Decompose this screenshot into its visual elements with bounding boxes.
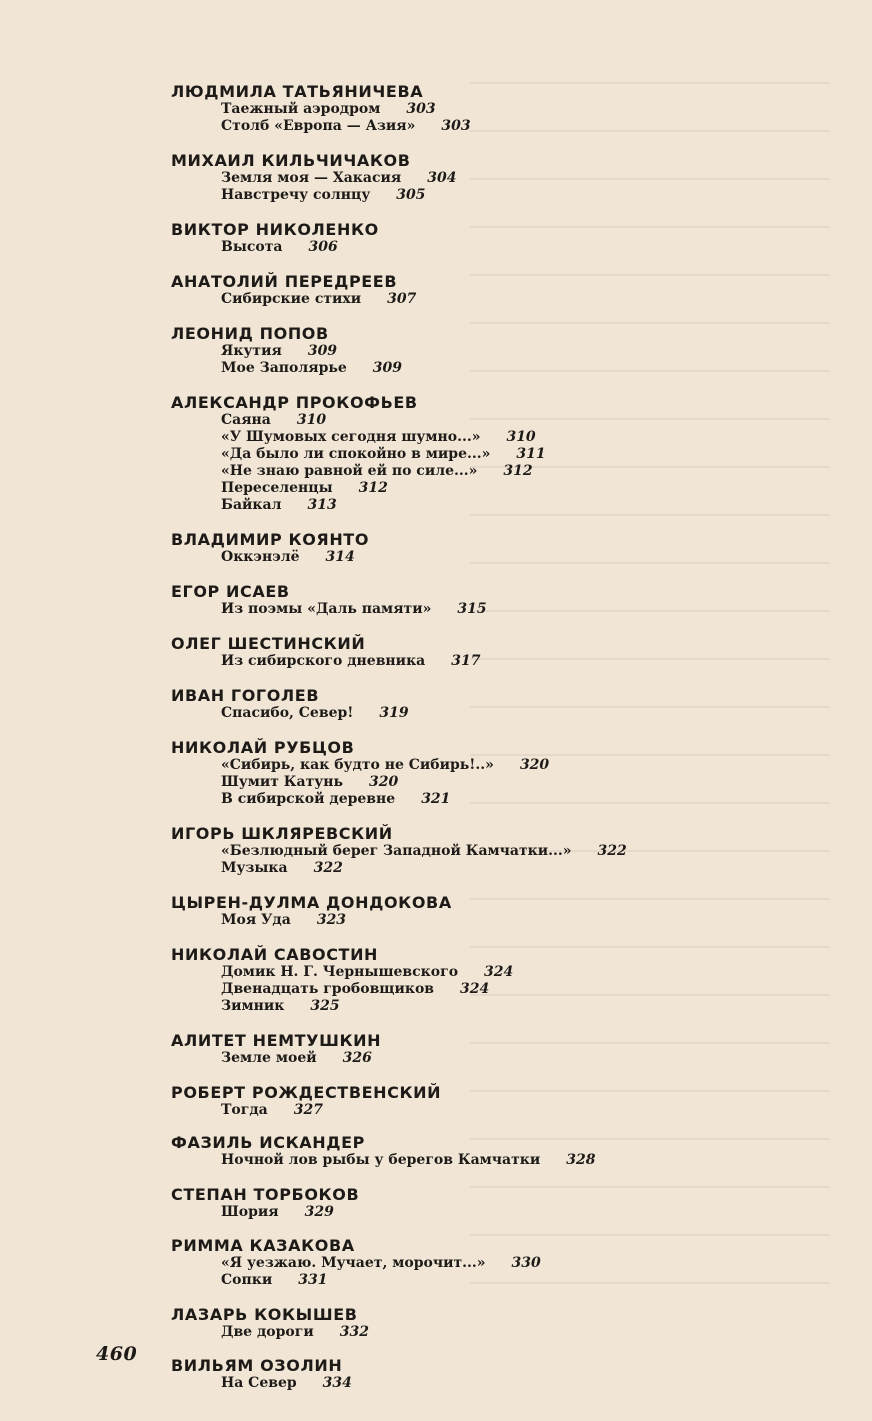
work-page-number: 334	[322, 1375, 352, 1391]
work-entry	[221, 774, 811, 791]
work-title: Земле моей	[221, 1050, 317, 1066]
author-block	[171, 1133, 811, 1169]
work-entry	[221, 791, 811, 808]
work-page-number: 324	[484, 964, 514, 980]
work-page-number: 310	[506, 429, 536, 445]
work-title: Байкал	[221, 497, 282, 513]
work-title: «Сибирь, как будто не Сибирь!..»	[221, 757, 494, 773]
author-block	[171, 1356, 811, 1392]
work-page-number: 331	[298, 1272, 328, 1288]
work-page-number: 315	[457, 601, 487, 617]
work-entry	[221, 170, 811, 187]
work-page-number: 310	[296, 412, 327, 428]
author-name: МИХАИЛ КИЛЬЧИЧАКОВ	[171, 151, 411, 170]
work-title: На Север	[221, 1375, 297, 1391]
work-title: «Я уезжаю. Мучает, морочит...»	[221, 1255, 486, 1271]
work-title: Из сибирского дневника	[221, 653, 426, 669]
work-page-number: 313	[307, 497, 337, 513]
work-page-number: 312	[358, 480, 388, 496]
work-title: Высота	[221, 239, 283, 255]
work-page-number: 329	[304, 1204, 334, 1220]
work-entry	[221, 705, 811, 722]
author-name: АЛЕКСАНДР ПРОКОФЬЕВ	[171, 393, 418, 412]
work-page-number: 320	[519, 757, 550, 773]
work-entry	[221, 343, 811, 360]
work-page-number: 309	[307, 343, 338, 359]
work-title: В сибирской деревне	[221, 791, 396, 807]
work-title: Сибирские стихи	[221, 291, 362, 307]
author-name: НИКОЛАЙ САВОСТИН	[171, 945, 379, 964]
work-entry	[221, 429, 811, 446]
work-entry	[221, 1102, 811, 1119]
author-block	[171, 582, 811, 618]
work-page-number: 321	[421, 791, 451, 807]
work-entry	[221, 653, 811, 670]
author-name: СТЕПАН ТОРБОКОВ	[171, 1185, 360, 1204]
work-title: Таежный аэродром	[221, 101, 381, 117]
author-name: НИКОЛАЙ РУБЦОВ	[171, 738, 355, 757]
work-entry	[221, 239, 811, 256]
author-block	[171, 1185, 811, 1221]
work-title: Домик Н. Г. Чернышевского	[221, 964, 459, 980]
work-entry	[221, 998, 811, 1015]
author-block	[171, 82, 811, 135]
work-title: Музыка	[221, 860, 288, 876]
work-entry	[221, 187, 811, 204]
work-page-number: 323	[316, 912, 347, 928]
work-entry	[221, 981, 811, 998]
author-block	[171, 634, 811, 670]
work-entry	[221, 1204, 811, 1221]
work-entry	[221, 757, 811, 774]
work-entry	[221, 118, 811, 135]
work-entry	[221, 291, 811, 308]
author-name: ИГОРЬ ШКЛЯРЕВСКИЙ	[171, 824, 393, 843]
work-title: Саяна	[221, 412, 271, 428]
work-title: Навстречу солнцу	[221, 187, 371, 203]
work-page-number: 314	[325, 549, 355, 565]
author-name: РИММА КАЗАКОВА	[171, 1236, 355, 1255]
author-name: ЛАЗАРЬ КОКЫШЕВ	[171, 1305, 358, 1324]
author-block	[171, 686, 811, 722]
work-page-number: 317	[451, 653, 481, 669]
author-block	[171, 738, 811, 808]
work-page-number: 306	[308, 239, 338, 255]
work-entry	[221, 1050, 811, 1067]
work-entry	[221, 549, 811, 566]
work-page-number: 320	[369, 774, 399, 790]
author-name: ЛЮДМИЛА ТАТЬЯНИЧЕВА	[171, 82, 424, 101]
work-title: Моя Уда	[221, 912, 291, 928]
work-entry	[221, 1255, 811, 1272]
work-page-number: 328	[566, 1152, 596, 1168]
author-block	[171, 393, 811, 514]
work-entry	[221, 412, 811, 429]
author-block	[171, 945, 811, 1015]
work-entry	[221, 601, 811, 618]
author-block	[171, 1305, 811, 1341]
work-page-number: 319	[379, 705, 409, 721]
author-name: ОЛЕГ ШЕСТИНСКИЙ	[171, 634, 366, 653]
work-page-number: 304	[427, 170, 457, 186]
work-page-number: 312	[503, 463, 533, 479]
work-page-number: 324	[460, 981, 490, 997]
work-title: Шория	[221, 1204, 279, 1220]
work-title: «У Шумовых сегодня шумно...»	[221, 429, 481, 445]
work-title: Шумит Катунь	[221, 774, 344, 790]
work-entry	[221, 446, 811, 463]
work-page-number: 330	[511, 1255, 541, 1271]
page-number: 460	[96, 1343, 138, 1365]
author-name: ВИЛЬЯМ ОЗОЛИН	[171, 1356, 343, 1375]
table-of-contents	[171, 66, 811, 1392]
work-page-number: 322	[597, 843, 627, 859]
author-block	[171, 272, 811, 308]
author-name: ФАЗИЛЬ ИСКАНДЕР	[171, 1133, 365, 1152]
work-entry	[221, 360, 811, 377]
work-entry	[221, 480, 811, 497]
work-title: Ночной лов рыбы у берегов Камчатки	[221, 1152, 541, 1168]
author-name: ВЛАДИМИР КОЯНТО	[171, 530, 370, 549]
work-title: Сопки	[221, 1272, 273, 1288]
work-entry	[221, 463, 811, 480]
author-name: ИВАН ГОГОЛЕВ	[171, 686, 320, 705]
work-page-number: 311	[516, 446, 546, 462]
author-name: РОБЕРТ РОЖДЕСТВЕНСКИЙ	[171, 1083, 442, 1102]
work-page-number: 326	[342, 1050, 372, 1066]
work-title: «Безлюдный берег Западной Камчатки...»	[221, 843, 572, 859]
work-title: Зимник	[221, 998, 285, 1014]
author-name: ЛЕОНИД ПОПОВ	[171, 324, 329, 343]
work-title: «Не знаю равной ей по силе...»	[221, 463, 478, 479]
work-entry	[221, 1375, 811, 1392]
work-entry	[221, 843, 811, 860]
author-block	[171, 893, 811, 929]
author-name: АНАТОЛИЙ ПЕРЕДРЕЕВ	[171, 272, 398, 291]
author-name: ВИКТОР НИКОЛЕНКО	[171, 220, 379, 239]
work-entry	[221, 1152, 811, 1169]
work-title: Переселенцы	[221, 480, 333, 496]
work-page-number: 332	[339, 1324, 369, 1340]
work-entry	[221, 860, 811, 877]
work-title: Две дороги	[221, 1324, 314, 1340]
author-block	[171, 1236, 811, 1289]
work-entry	[221, 1272, 811, 1289]
work-title: Земля моя — Хакасия	[221, 170, 402, 186]
work-entry	[221, 101, 811, 118]
work-title: Спасибо, Север!	[221, 705, 354, 721]
author-name: ЦЫРЕН-ДУЛМА ДОНДОКОВА	[171, 893, 452, 912]
author-name: АЛИТЕТ НЕМТУШКИН	[171, 1031, 382, 1050]
work-title: Столб «Европа — Азия»	[221, 118, 416, 134]
work-entry	[221, 1324, 811, 1341]
work-title: Двенадцать гробовщиков	[221, 981, 435, 997]
author-block	[171, 1083, 811, 1119]
work-page-number: 303	[441, 118, 471, 134]
author-block	[171, 324, 811, 377]
work-title: Якутия	[221, 343, 282, 359]
work-page-number: 305	[396, 187, 426, 203]
work-title: Из поэмы «Даль памяти»	[221, 601, 432, 617]
work-title: Мое Заполярье	[221, 360, 347, 376]
author-block	[171, 530, 811, 566]
work-page-number: 307	[387, 291, 417, 307]
work-entry	[221, 964, 811, 981]
work-title: Тогда	[221, 1102, 268, 1118]
work-page-number: 322	[313, 860, 343, 876]
work-entry	[221, 497, 811, 514]
author-name: ЕГОР ИСАЕВ	[171, 582, 290, 601]
work-page-number: 303	[406, 101, 436, 117]
author-block	[171, 151, 811, 204]
work-title: Оккэнэлё	[221, 549, 300, 565]
work-page-number: 325	[310, 998, 340, 1014]
author-block	[171, 1031, 811, 1067]
work-entry	[221, 912, 811, 929]
work-title: «Да было ли спокойно в мире...»	[221, 446, 491, 462]
work-page-number: 309	[372, 360, 403, 376]
work-page-number: 327	[293, 1102, 323, 1118]
author-block	[171, 220, 811, 256]
author-block	[171, 824, 811, 877]
